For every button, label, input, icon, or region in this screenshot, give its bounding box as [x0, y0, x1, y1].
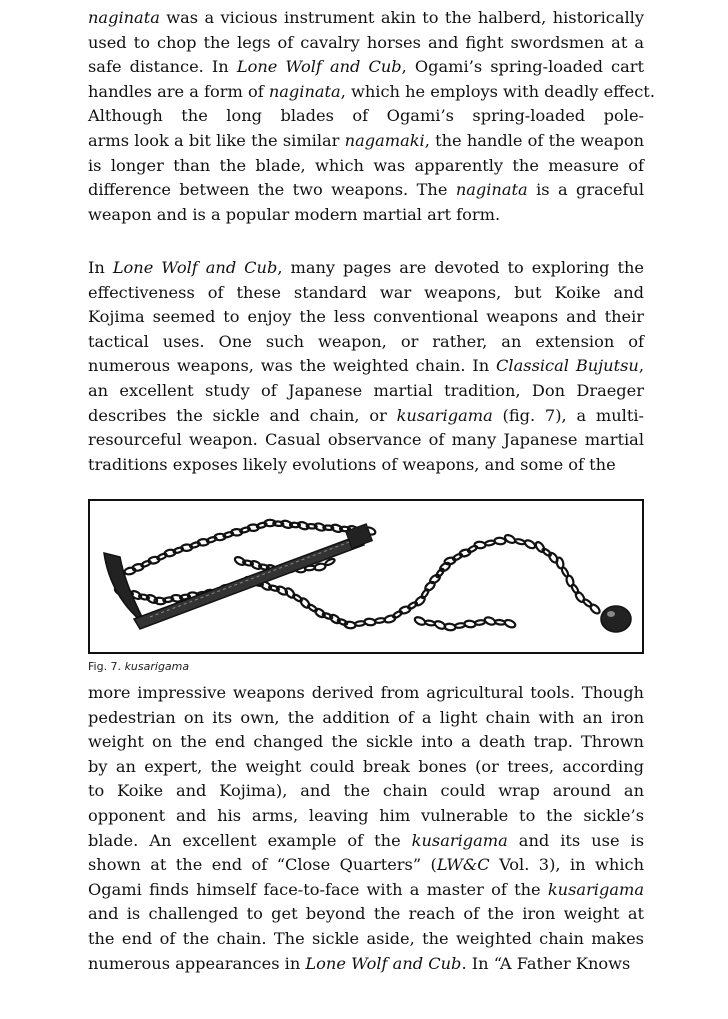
- text-run: pedestrian on its own, the addition of a light chain with an iron: [88, 707, 644, 727]
- text-run: the end of the chain. The sickle aside, the weighted chain makes: [88, 928, 644, 948]
- text-run: , the handle of the weapon: [424, 130, 644, 150]
- text-line: [88, 31, 644, 56]
- figure-caption: Fig. 7. kusarigama: [88, 660, 190, 673]
- text-run: opponent and his arms, leaving him vulnerable to the sickle’s: [88, 805, 644, 825]
- iron-weight: [601, 606, 631, 632]
- chain-link: [364, 618, 376, 626]
- text-run: arms look a bit like the similar: [88, 130, 345, 150]
- text-line: [88, 453, 644, 478]
- text-line: [88, 6, 644, 31]
- text-run: used to chop the legs of cavalry horses and fight swordsmen at a: [88, 32, 644, 52]
- text-line: [88, 129, 644, 154]
- text-line: [88, 55, 644, 80]
- text-run: shown at the end of “Close Quarters” (: [88, 855, 437, 875]
- chain-link: [464, 620, 476, 628]
- text-line: [88, 178, 644, 203]
- text-line: [88, 404, 644, 429]
- text-run: . In “A Father Knows: [461, 953, 631, 973]
- text-line: [88, 730, 644, 755]
- text-line: [88, 829, 644, 854]
- text-line: [88, 428, 644, 453]
- text-run: ,: [638, 356, 644, 376]
- italic-term: naginata: [455, 180, 528, 200]
- text-run: to Koike and Kojima), and the chain could wrap around an: [88, 781, 644, 801]
- chain-link: [392, 610, 403, 619]
- italic-term: naginata: [268, 81, 341, 101]
- italic-term: kusarigama: [411, 830, 508, 850]
- text-run: an excellent study of Japanese martial tradition, Don Draeger: [88, 380, 644, 400]
- text-run: safe distance. In: [88, 57, 237, 77]
- text-line: [88, 379, 644, 404]
- text-run: by an expert, the weight could break bones (or trees, according: [88, 756, 644, 776]
- chain-link: [467, 545, 478, 554]
- italic-term: kusarigama: [547, 879, 644, 899]
- chain-link: [589, 603, 601, 615]
- text-line: [88, 330, 644, 355]
- text-run: Vol. 3), in which: [489, 855, 644, 875]
- italic-term: Lone Wolf and Cub: [305, 953, 462, 973]
- chain-link: [399, 605, 411, 614]
- text-run: Although the long blades of Ogami’s spring-loaded pole-: [88, 106, 644, 126]
- text-run: weight on the end changed the sickle into a death trap. Thrown: [88, 732, 644, 752]
- paragraph-weighted-chain: [88, 256, 644, 477]
- text-line: [88, 755, 644, 780]
- text-run: , which he employs with deadly effect.: [340, 81, 655, 101]
- chain-link: [494, 537, 505, 544]
- text-run: more impressive weapons derived from agricultural tools. Though: [88, 683, 644, 702]
- chain-link: [524, 539, 537, 550]
- chain-link: [425, 620, 436, 626]
- italic-term: nagamaki: [344, 130, 425, 150]
- kusarigama-illustration: [88, 499, 644, 654]
- italic-term: Lone Wolf and Cub: [112, 258, 278, 277]
- text-run: was a vicious instrument akin to the halberd, historically: [159, 8, 644, 27]
- text-run: Kojima seemed to enjoy the less conventional weapons and their: [88, 307, 644, 327]
- text-line: [88, 779, 644, 804]
- text-run: numerous weapons, was the weighted chain. In: [88, 356, 497, 376]
- text-run: , Ogami’s spring-loaded cart: [401, 57, 644, 77]
- text-run: effectiveness of these standard war weapons, but Koike and: [88, 282, 644, 302]
- text-run: In: [88, 258, 113, 277]
- text-run: is longer than the blade, which was apparently the measure of: [88, 155, 644, 175]
- chain-link: [515, 538, 526, 545]
- italic-term: LW&C: [436, 855, 490, 875]
- text-run: is a graceful: [527, 180, 645, 200]
- text-run: blade. An excellent example of the: [88, 830, 412, 850]
- text-run: , many pages are devoted to exploring the: [277, 258, 644, 277]
- text-line: [88, 878, 644, 903]
- kusarigama-drawing: [90, 501, 642, 652]
- text-line: [88, 354, 644, 379]
- text-line: [88, 853, 644, 878]
- text-run: (fig. 7), a multi-: [492, 405, 644, 425]
- text-line: [88, 154, 644, 179]
- text-run: traditions exposes likely evolutions of weapons, and some of the: [88, 454, 616, 474]
- text-line: [88, 804, 644, 829]
- text-line: [88, 902, 644, 927]
- text-line: [88, 305, 644, 330]
- text-run: and its use is: [507, 830, 645, 850]
- text-line: [88, 203, 644, 228]
- text-line: [88, 927, 644, 952]
- text-line: [88, 681, 644, 706]
- text-line: [88, 706, 644, 731]
- chain-link: [429, 573, 442, 585]
- text-run: and is challenged to get beyond the reach of the iron weight at: [88, 904, 644, 924]
- text-line: [88, 952, 644, 977]
- italic-term: naginata: [88, 8, 160, 27]
- text-line: [88, 104, 644, 129]
- text-run: Ogami finds himself face-to-face with a master of the: [88, 879, 548, 899]
- text-run: resourceful weapon. Casual observance of many Japanese martial: [88, 430, 644, 450]
- text-run: weapon and is a popular modern martial art form.: [88, 204, 501, 224]
- text-run: handles are a form of: [88, 81, 269, 101]
- chain-link: [504, 619, 517, 629]
- text-run: numerous appearances in: [88, 953, 306, 973]
- text-line: [88, 256, 644, 281]
- text-line: [88, 281, 644, 306]
- italic-term: kusarigama: [396, 405, 493, 425]
- paragraph-sickle-and-chain: [88, 681, 644, 976]
- paragraph-naginata: [88, 6, 655, 227]
- chain-link: [384, 614, 396, 623]
- text-run: tactical uses. One such weapon, or rather, an extension of: [88, 331, 644, 351]
- text-run: describes the sickle and chain, or: [88, 405, 397, 425]
- text-run: difference between the two weapons. The: [88, 180, 456, 200]
- text-line: [88, 80, 655, 105]
- italic-term: Lone Wolf and Cub: [236, 57, 402, 77]
- chain-link: [475, 620, 486, 626]
- italic-term: Classical Bujutsu: [496, 356, 639, 376]
